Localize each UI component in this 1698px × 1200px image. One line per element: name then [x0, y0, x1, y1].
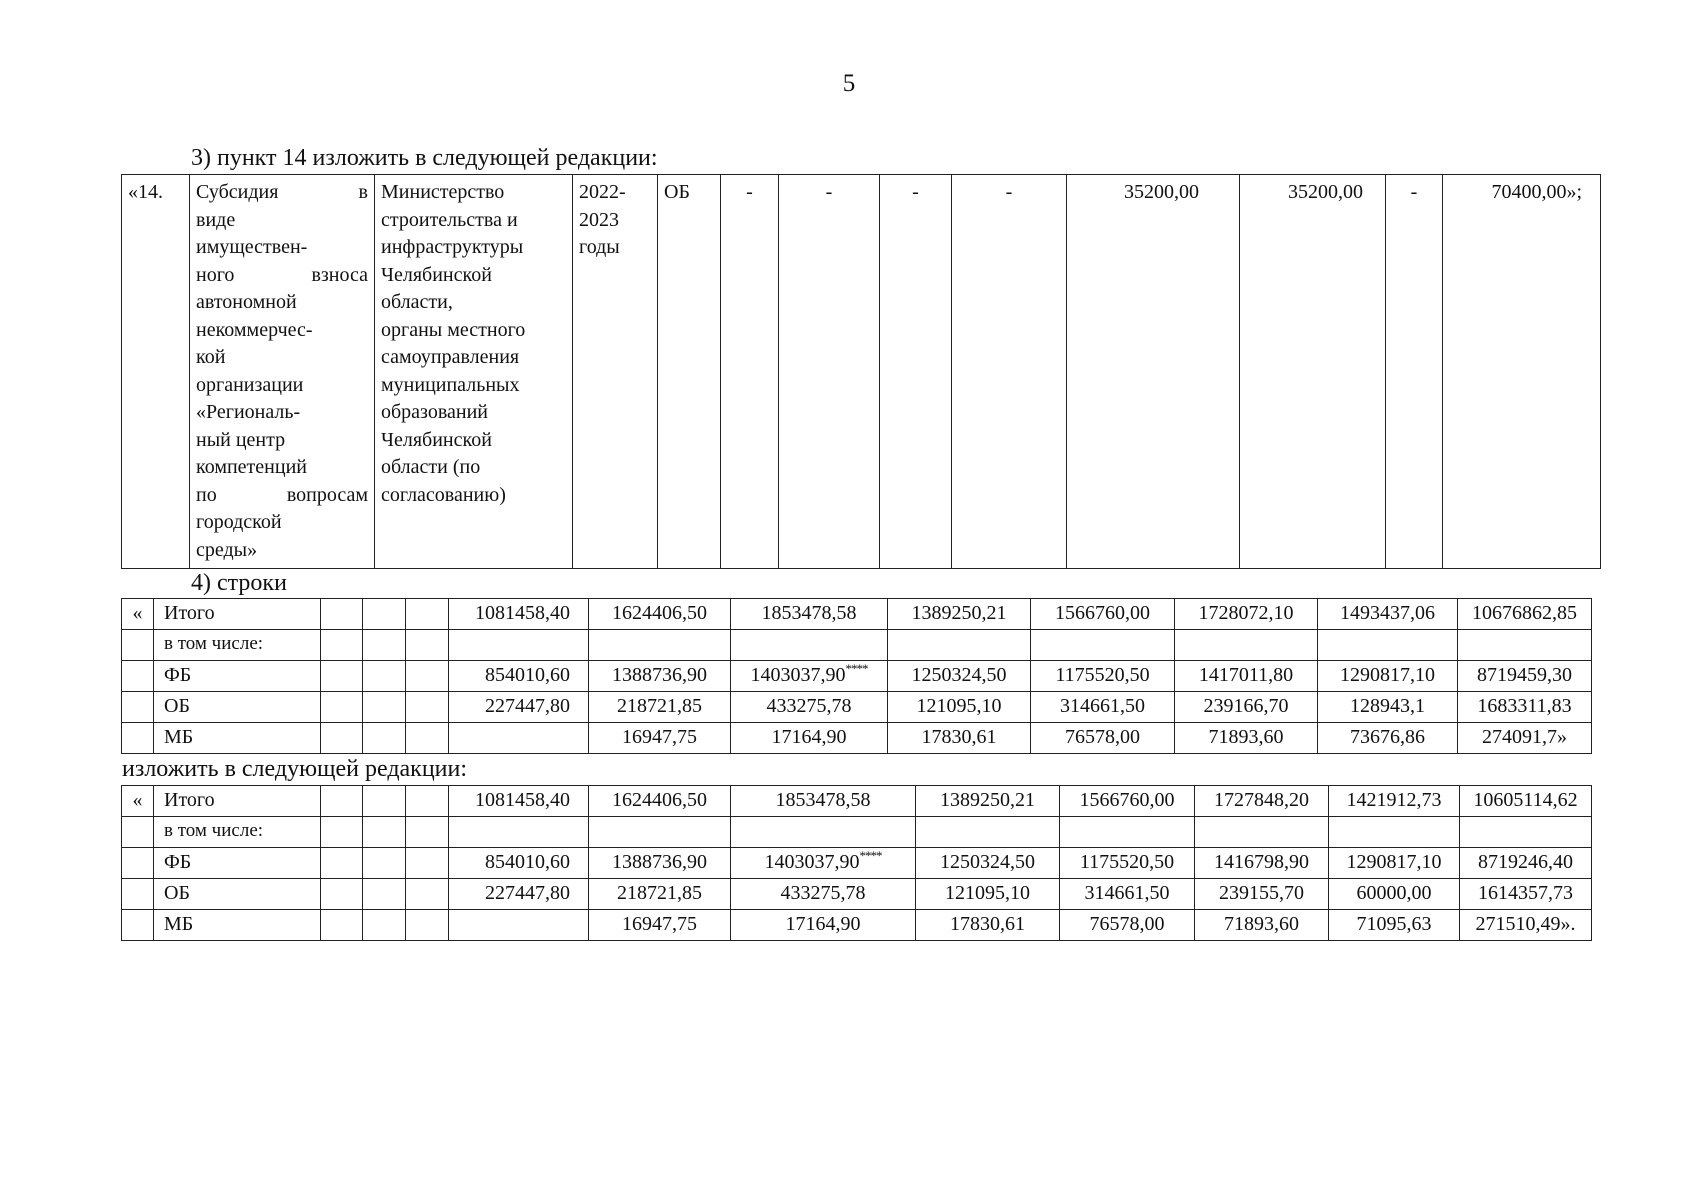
empty-cell — [363, 692, 406, 723]
value-cell: 274091,7» — [1458, 723, 1592, 754]
value-cell: 1175520,50 — [1060, 848, 1195, 879]
item-name-line — [196, 399, 368, 427]
table-row — [122, 910, 1592, 941]
item-executor-line: области (по — [381, 456, 481, 478]
row-open-quote — [122, 692, 154, 723]
value-cell: 1624406,50 — [589, 786, 731, 817]
value-cell: 1250324,50 — [916, 848, 1060, 879]
item-value: - — [779, 175, 880, 569]
row-open-quote — [122, 723, 154, 754]
value-cell — [449, 630, 589, 661]
footnote-mark: **** — [845, 661, 868, 676]
value-cell: 1727848,20 — [1195, 786, 1329, 817]
value-cell: 1290817,10 — [1329, 848, 1460, 879]
value-cell: 71893,60 — [1175, 723, 1318, 754]
value-cell: 1388736,90 — [589, 661, 731, 692]
empty-cell — [406, 599, 449, 630]
value-cell: 433275,78 — [731, 692, 888, 723]
empty-cell — [321, 599, 363, 630]
value-cell: 16947,75 — [589, 723, 731, 754]
item-executor-line: органы местного — [381, 318, 526, 341]
item-name-word: компетенций — [196, 456, 307, 478]
item-name-line — [196, 454, 368, 482]
value-cell — [1175, 630, 1318, 661]
value-cell: 71893,60 — [1195, 910, 1329, 941]
empty-cell — [321, 692, 363, 723]
value-cell: 73676,86 — [1318, 723, 1458, 754]
item-name-line — [196, 509, 368, 537]
item-executor-line: области, — [381, 291, 453, 313]
value-cell: 76578,00 — [1031, 723, 1175, 754]
row-label: МБ — [154, 910, 321, 941]
empty-cell — [406, 723, 449, 754]
value-cell: 128943,1 — [1318, 692, 1458, 723]
value-cell: 1403037,90**** — [731, 848, 916, 879]
value-cell: 1403037,90**** — [731, 661, 888, 692]
item-executor-line: самоуправления — [381, 346, 520, 368]
item-executor-line: Челябинской — [381, 263, 492, 286]
row-open-quote — [122, 848, 154, 879]
item-executor-line: Министерство — [381, 181, 505, 203]
table-row — [122, 661, 1592, 692]
value-cell — [888, 630, 1031, 661]
value-cell — [449, 817, 589, 848]
item-name-word: кой — [196, 346, 226, 368]
value-cell — [449, 723, 589, 754]
empty-cell — [363, 630, 406, 661]
row-open-quote — [122, 661, 154, 692]
item-years-line: годы — [579, 236, 620, 258]
item-name-line — [196, 427, 368, 455]
item-value: - — [721, 175, 779, 569]
item-name-word: виде — [196, 208, 236, 231]
page-number: 5 — [842, 70, 856, 97]
value-cell: 76578,00 — [1060, 910, 1195, 941]
item-executor-line: инфраструктуры — [381, 236, 524, 258]
row-label: Итого — [154, 786, 321, 817]
empty-cell — [363, 910, 406, 941]
value-cell: 17830,61 — [916, 910, 1060, 941]
item-executor-line: согласованию) — [381, 483, 506, 506]
item-name-word: среды» — [196, 538, 258, 561]
value-cell: 1081458,40 — [449, 786, 589, 817]
value-cell — [1031, 630, 1175, 661]
table-row — [122, 599, 1592, 630]
item-source: ОБ — [658, 175, 721, 569]
value-cell: 314661,50 — [1031, 692, 1175, 723]
value-cell: 1417011,80 — [1175, 661, 1318, 692]
item-name-word: имуществен- — [196, 236, 308, 258]
value-cell: 1853478,58 — [731, 599, 888, 630]
value-cell: 1388736,90 — [589, 848, 731, 879]
empty-cell — [363, 661, 406, 692]
empty-cell — [406, 661, 449, 692]
item-executor-line: образований — [381, 401, 489, 423]
value-cell: 239166,70 — [1175, 692, 1318, 723]
row-label: МБ — [154, 723, 321, 754]
item-value: - — [1386, 175, 1443, 569]
value-cell: 121095,10 — [888, 692, 1031, 723]
item-name-line — [196, 179, 368, 207]
value-cell: 1728072,10 — [1175, 599, 1318, 630]
empty-cell — [406, 879, 449, 910]
item-years-line: 2023 — [579, 208, 619, 231]
item-value: 35200,00 — [1067, 175, 1240, 569]
item-years-line: 2022- — [579, 181, 626, 203]
empty-cell — [321, 661, 363, 692]
item-name-word: вопросам — [286, 483, 368, 506]
empty-cell — [363, 786, 406, 817]
table-row — [122, 723, 1592, 754]
item-value: - — [952, 175, 1067, 569]
item-value: 35200,00 — [1240, 175, 1386, 569]
value-cell: 17164,90 — [731, 910, 916, 941]
table-row — [122, 630, 1592, 661]
item-name-line — [196, 207, 368, 235]
empty-cell — [363, 723, 406, 754]
item-executor-line: строительства и — [381, 208, 518, 231]
empty-cell — [321, 910, 363, 941]
value-cell: 1493437,06 — [1318, 599, 1458, 630]
item-name-word: некоммерчес- — [196, 318, 313, 341]
row-label: ОБ — [154, 879, 321, 910]
value-cell — [916, 817, 1060, 848]
row-label: ФБ — [154, 661, 321, 692]
footnote-mark: **** — [859, 848, 882, 863]
item-name-word: автономной — [196, 291, 297, 313]
empty-cell — [363, 599, 406, 630]
item-name-line — [196, 372, 368, 400]
empty-cell — [321, 630, 363, 661]
empty-cell — [363, 879, 406, 910]
item-name-line — [196, 289, 368, 317]
value-cell: 1614357,73 — [1460, 879, 1592, 910]
value-cell — [1460, 817, 1592, 848]
value-cell: 121095,10 — [916, 879, 1060, 910]
value-cell: 1175520,50 — [1031, 661, 1175, 692]
table-row — [122, 848, 1592, 879]
value-cell — [449, 910, 589, 941]
value-cell: 1566760,00 — [1031, 599, 1175, 630]
empty-cell — [321, 817, 363, 848]
item-name-line — [196, 317, 368, 345]
value-cell: 10676862,85 — [1458, 599, 1592, 630]
empty-cell — [321, 723, 363, 754]
empty-cell — [406, 786, 449, 817]
value-cell: 1290817,10 — [1318, 661, 1458, 692]
item-name-line — [196, 262, 368, 290]
value-cell: 1389250,21 — [888, 599, 1031, 630]
value-cell: 314661,50 — [1060, 879, 1195, 910]
row-label: ФБ — [154, 848, 321, 879]
empty-cell — [321, 848, 363, 879]
item-years — [573, 175, 658, 569]
item-name-word: ного — [196, 263, 235, 286]
value-cell: 227447,80 — [449, 879, 589, 910]
row-open-quote: « — [122, 599, 154, 630]
paragraph-new-redaction: изложить в следующей редакции: — [122, 756, 468, 782]
empty-cell — [321, 879, 363, 910]
value-cell: 10605114,62 — [1460, 786, 1592, 817]
paragraph-item-3: 3) пункт 14 изложить в следующей редакции: — [191, 145, 658, 171]
item-number: «14. — [122, 175, 190, 569]
value-cell — [1195, 817, 1329, 848]
value-cell: 17830,61 — [888, 723, 1031, 754]
row-open-quote: « — [122, 786, 154, 817]
value-cell: 1853478,58 — [731, 786, 916, 817]
value-cell: 227447,80 — [449, 692, 589, 723]
value-cell: 1250324,50 — [888, 661, 1031, 692]
row-open-quote — [122, 817, 154, 848]
table-row — [122, 817, 1592, 848]
value-cell: 16947,75 — [589, 910, 731, 941]
item-name-line — [196, 234, 368, 262]
item-name-line — [196, 344, 368, 372]
table-row — [122, 786, 1592, 817]
value-cell: 1081458,40 — [449, 599, 589, 630]
row-label: в том числе: — [154, 817, 321, 848]
empty-cell — [363, 848, 406, 879]
item-name-word: организации — [196, 373, 304, 396]
item-executor-line: муниципальных — [381, 373, 520, 396]
value-cell: 1566760,00 — [1060, 786, 1195, 817]
item-name-word: ный центр — [196, 428, 286, 451]
empty-cell — [406, 630, 449, 661]
item-name-word: Субсидия — [196, 181, 279, 203]
value-cell: 1624406,50 — [589, 599, 731, 630]
item-14-row — [122, 175, 1601, 569]
value-cell: 1421912,73 — [1329, 786, 1460, 817]
empty-cell — [321, 786, 363, 817]
value-cell: 218721,85 — [589, 692, 731, 723]
empty-cell — [406, 817, 449, 848]
empty-cell — [406, 692, 449, 723]
value-cell: 854010,60 — [449, 661, 589, 692]
value-cell: 854010,60 — [449, 848, 589, 879]
table-row — [122, 879, 1592, 910]
item-value: - — [880, 175, 952, 569]
totals-table-new — [121, 785, 1592, 941]
empty-cell — [406, 848, 449, 879]
item-14-table — [121, 174, 1601, 569]
item-name-word: в — [358, 181, 368, 203]
value-cell — [731, 630, 888, 661]
value-cell — [1458, 630, 1592, 661]
row-label: Итого — [154, 599, 321, 630]
value-cell: 433275,78 — [731, 879, 916, 910]
item-executor-line: Челябинской — [381, 428, 492, 451]
value-cell: 71095,63 — [1329, 910, 1460, 941]
value-cell: 8719246,40 — [1460, 848, 1592, 879]
value-cell: 239155,70 — [1195, 879, 1329, 910]
item-name-line — [196, 482, 368, 510]
value-cell: 17164,90 — [731, 723, 888, 754]
value-cell — [1329, 817, 1460, 848]
row-open-quote — [122, 910, 154, 941]
value-cell: 218721,85 — [589, 879, 731, 910]
value-cell — [1318, 630, 1458, 661]
value-cell: 60000,00 — [1329, 879, 1460, 910]
item-name-word: взноса — [311, 263, 368, 286]
row-label: в том числе: — [154, 630, 321, 661]
value-cell — [731, 817, 916, 848]
paragraph-item-4: 4) строки — [191, 570, 287, 596]
table-row — [122, 692, 1592, 723]
row-open-quote — [122, 879, 154, 910]
value-cell — [589, 630, 731, 661]
value-cell — [1060, 817, 1195, 848]
item-value: 70400,00»; — [1443, 175, 1601, 569]
value-cell: 271510,49». — [1460, 910, 1592, 941]
item-name-word: по — [196, 483, 217, 506]
value-cell: 1389250,21 — [916, 786, 1060, 817]
value-cell: 8719459,30 — [1458, 661, 1592, 692]
empty-cell — [363, 817, 406, 848]
item-name-word: городской — [196, 511, 282, 533]
value-cell: 1416798,90 — [1195, 848, 1329, 879]
item-executor — [375, 175, 573, 569]
totals-table-old — [121, 598, 1592, 754]
value-cell: 1683311,83 — [1458, 692, 1592, 723]
item-name-word: «Региональ- — [196, 401, 301, 423]
row-open-quote — [122, 630, 154, 661]
item-name-line — [196, 537, 368, 565]
empty-cell — [406, 910, 449, 941]
value-cell — [589, 817, 731, 848]
item-name — [190, 175, 375, 569]
row-label: ОБ — [154, 692, 321, 723]
